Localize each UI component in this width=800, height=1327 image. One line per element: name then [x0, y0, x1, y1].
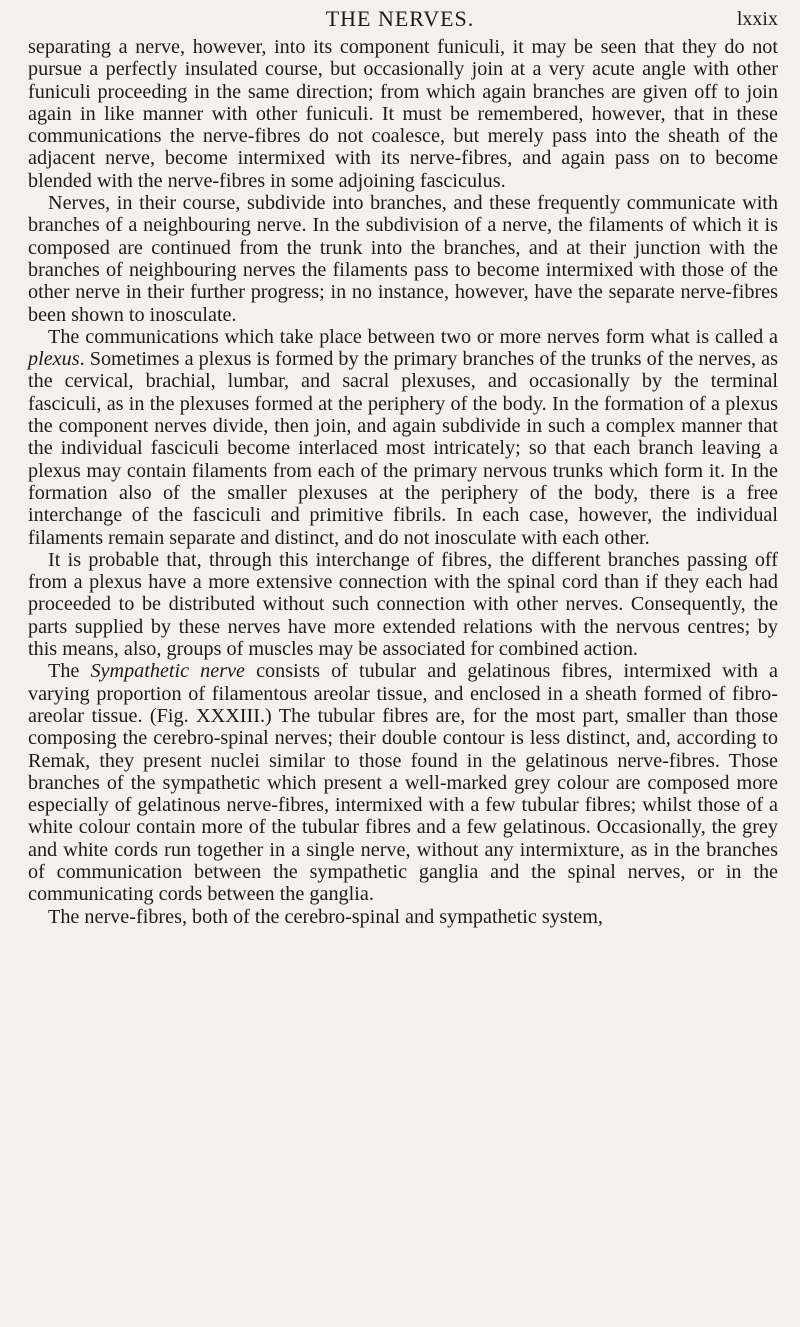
paragraph: [28, 36, 778, 192]
italic-term-sympathetic-nerve: Sympathetic nerve: [90, 660, 246, 683]
paragraph: [28, 549, 778, 660]
text-run: Nerves, in their course, subdivide into branches, and these frequently communicate with branches of a neighbouring nerve. In the subdivision of a nerve, the filaments of which it is composed are continued from the trunk into the branches, and at their junction with the branches of neighbouring nerves the filaments pass to become intermixed with those of the other nerve in their further progress; in no instance, however, have the separate nerve-fibres been shown to inosculate.: [28, 192, 778, 326]
text-run: The nerve-fibres, both of the cerebro-spinal and sympathetic system,: [48, 905, 603, 928]
italic-term-plexus: plexus: [28, 348, 80, 371]
text-run: consists of tubular and gelatinous fibres, intermixed with a varying proportion of filamentous areolar tissue, and enclosed in a sheath formed of fibro-areolar tissue. (Fig. XXXIII.) The tubular fibres are, for the most part, smaller than those composing the cerebro-spinal nerves; their double contour is less distinct, and, according to Remak, they present nuclei similar to those found in the gelatinous nerve-fibres. Those branches of the sympathetic which present a well-marked grey colour are composed more especially of gelatinous nerve-fibres, intermixed with a few tubular fibres; whilst those of a white colour contain more of the tubular fibres and a few gelatinous. Occasionally, the grey and white cords run together in a single nerve, without any intermixture, as in the branches of communication between the sympathetic ganglia and the spinal nerves, or in the communicating cords between the ganglia.: [28, 660, 778, 906]
text-run: separating a nerve, however, into its component funiculi, it may be seen that they do not pursue a perfectly insulated course, but occasionally join at a very acute angle with other funiculi proceeding in the same direction; from which again branches are given off to join again in like manner with other funiculi. It must be remembered, however, that in these communications the nerve-fibres do not coalesce, but merely pass into the sheath of the adjacent nerve, become intermixed with its nerve-fibres, and again pass on to become blended with the nerve-fibres in some adjoining fasciculus.: [28, 36, 778, 192]
paragraph: [28, 906, 778, 928]
body-text: [28, 36, 778, 928]
paragraph: [28, 326, 778, 549]
text-run: . Sometimes a plexus is formed by the primary branches of the trunks of the nerves, as the cervical, brachial, lumbar, and sacral plexuses, and occasionally by the terminal fasciculi, as in the plexuses formed at the periphery of the body. In the formation of a plexus the component nerves divide, then join, and again subdivide in such a complex manner that the individual fasciculi become interlaced most intricately; so that each branch leaving a plexus may contain filaments from each of the primary nervous trunks which form it. In the formation also of the smaller plexuses at the periphery of the body, there is a free interchange of the fasciculi and primitive fibrils. In each case, however, the individual filaments remain separate and distinct, and do not inosculate with each other.: [28, 348, 778, 549]
page-header: [0, 6, 800, 34]
text-run: The: [48, 660, 91, 683]
paragraph: [28, 660, 778, 905]
text-run: It is probable that, through this interchange of fibres, the different branches passing off from a plexus have a more extensive connection with the spinal cord than if they each had proceeded to be distributed without such connection with other nerves. Consequently, the parts supplied by these nerves have more extended relations with the nervous centres; by this means, also, groups of muscles may be associated for combined action.: [28, 548, 778, 661]
paragraph: [28, 192, 778, 326]
page-number: lxxix: [736, 8, 778, 30]
text-run: The communications which take place between two or more nerves form what is called a: [48, 325, 778, 348]
running-title: THE NERVES.: [325, 6, 475, 31]
